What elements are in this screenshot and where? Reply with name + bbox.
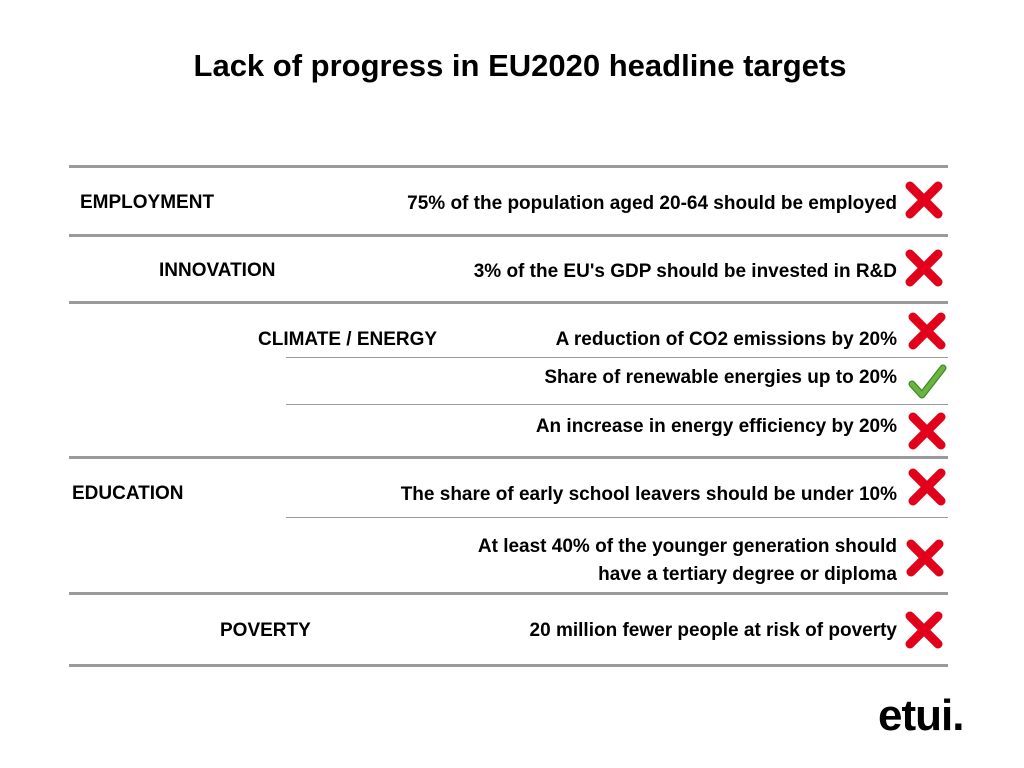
target-co2-reduction: A reduction of CO2 emissions by 20%	[555, 329, 897, 350]
table-top-rule	[69, 165, 948, 168]
target-employment: 75% of the population aged 20-64 should be employed	[407, 193, 897, 214]
target-innovation: 3% of the EU's GDP should be invested in R&D	[473, 261, 897, 282]
target-energy-efficiency: An increase in energy efficiency by 20%	[535, 416, 897, 437]
x-icon	[902, 178, 946, 222]
row-divider	[69, 301, 948, 304]
category-poverty: POVERTY	[220, 620, 311, 641]
target-early-school-leavers: The share of early school leavers should be under 10%	[400, 484, 897, 505]
x-icon	[902, 246, 946, 290]
etui-logo: etui.	[878, 691, 964, 740]
sub-row-divider	[286, 404, 948, 405]
sub-row-divider	[286, 517, 948, 518]
sub-row-divider	[286, 357, 948, 358]
x-icon	[902, 608, 946, 652]
x-icon	[905, 465, 949, 509]
page-title: Lack of progress in EU2020 headline targets	[193, 48, 847, 83]
category-employment: EMPLOYMENT	[80, 192, 215, 213]
category-climate-energy: CLIMATE / ENERGY	[258, 329, 438, 350]
row-divider	[69, 234, 948, 237]
table-bottom-rule	[69, 664, 948, 667]
category-innovation: INNOVATION	[159, 260, 276, 281]
target-poverty: 20 million fewer people at risk of poverty	[529, 620, 897, 641]
target-tertiary-education-line2: have a tertiary degree or diploma	[598, 564, 897, 585]
target-tertiary-education	[478, 533, 897, 589]
x-icon	[905, 409, 949, 453]
target-renewables: Share of renewable energies up to 20%	[544, 367, 897, 388]
x-icon	[903, 536, 947, 580]
row-divider	[69, 456, 948, 459]
row-divider	[69, 592, 948, 595]
x-icon	[905, 309, 949, 353]
check-icon	[905, 360, 949, 404]
target-tertiary-education-line1: At least 40% of the younger generation should	[477, 536, 897, 557]
category-education: EDUCATION	[72, 483, 184, 504]
